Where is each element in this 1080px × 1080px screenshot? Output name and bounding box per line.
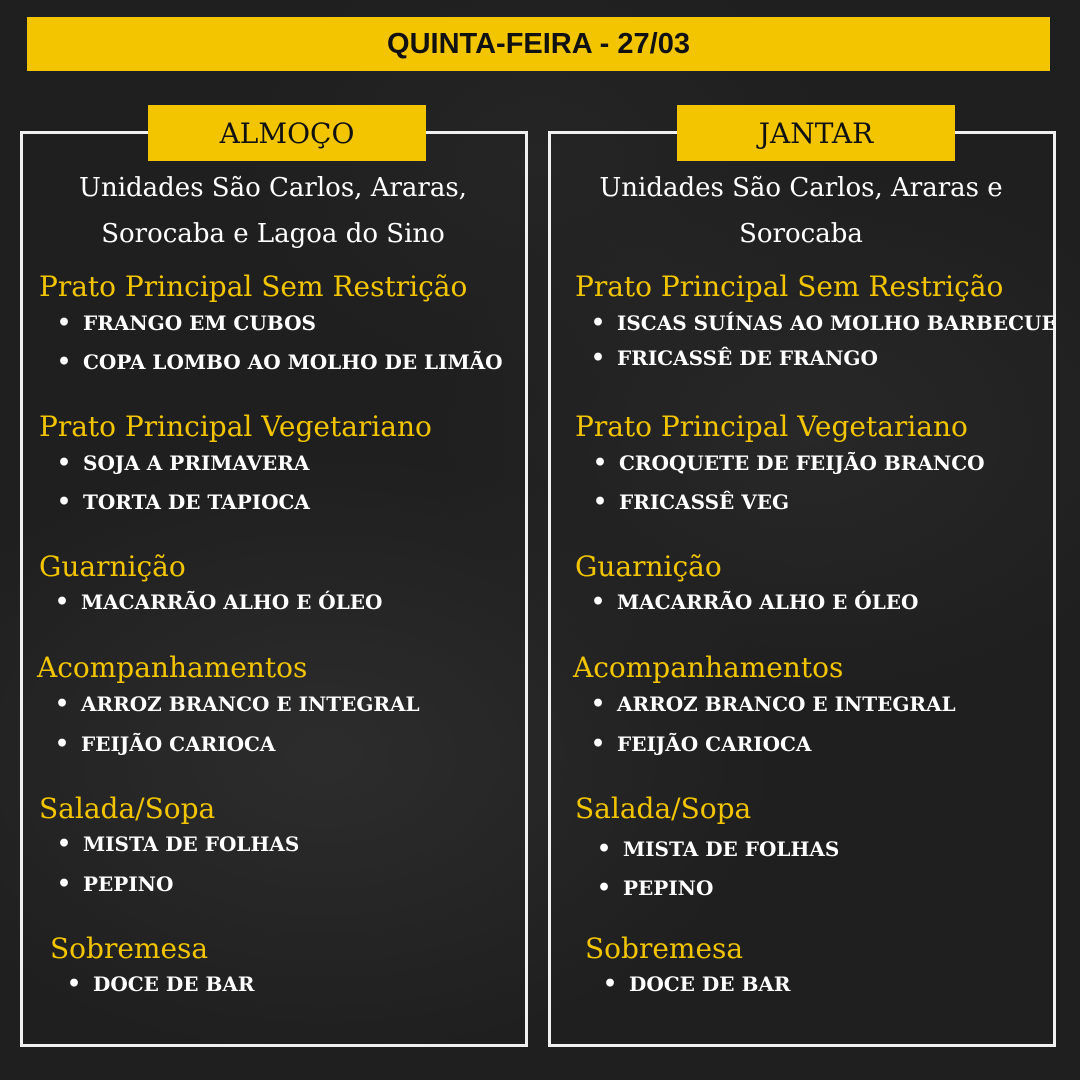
dinner-units-line1: Unidades São Carlos, Araras e bbox=[599, 173, 1003, 203]
lunch-units-line1: Unidades São Carlos, Araras, bbox=[79, 173, 467, 203]
lunch-menu-item: • TORTA DE TAPIOCA bbox=[57, 489, 310, 515]
lunch-menu-item: • SOJA A PRIMAVERA bbox=[57, 450, 309, 476]
lunch-section-title: Salada/Sopa bbox=[39, 792, 216, 825]
dinner-section-title: Sobremesa bbox=[585, 932, 744, 965]
date-title: QUINTA-FEIRA - 27/03 bbox=[387, 27, 690, 60]
dinner-label: JANTAR bbox=[758, 116, 874, 150]
lunch-units-line2: Sorocaba e Lagoa do Sino bbox=[101, 219, 445, 249]
dinner-section-title: Salada/Sopa bbox=[575, 792, 752, 825]
dinner-menu-item: • ISCAS SUÍNAS AO MOLHO BARBECUE bbox=[591, 310, 1057, 336]
lunch-menu-item: • MISTA DE FOLHAS bbox=[57, 831, 299, 857]
dinner-menu-item: • ARROZ BRANCO E INTEGRAL bbox=[591, 691, 956, 717]
dinner-units-line2: Sorocaba bbox=[739, 219, 863, 249]
lunch-section-title: Prato Principal Sem Restrição bbox=[39, 270, 468, 303]
lunch-units bbox=[30, 165, 516, 257]
lunch-section-title: Guarnição bbox=[39, 550, 186, 583]
dinner-units bbox=[558, 165, 1044, 257]
lunch-menu-item: • ARROZ BRANCO E INTEGRAL bbox=[55, 691, 420, 717]
lunch-section-title: Prato Principal Vegetariano bbox=[39, 410, 432, 443]
dinner-menu-item: • PEPINO bbox=[597, 875, 713, 901]
dinner-tab bbox=[677, 105, 955, 161]
dinner-section-title: Prato Principal Sem Restrição bbox=[575, 270, 1004, 303]
lunch-menu-item: • FEIJÃO CARIOCA bbox=[55, 731, 275, 757]
date-banner bbox=[27, 17, 1050, 71]
lunch-menu-item: • MACARRÃO ALHO E ÓLEO bbox=[55, 589, 382, 615]
lunch-tab bbox=[148, 105, 426, 161]
dinner-menu-item: • MACARRÃO ALHO E ÓLEO bbox=[591, 589, 918, 615]
dinner-menu-item: • FEIJÃO CARIOCA bbox=[591, 731, 811, 757]
dinner-menu-item: • FRICASSÊ VEG bbox=[593, 489, 789, 515]
dinner-menu-item: • CROQUETE DE FEIJÃO BRANCO bbox=[593, 450, 985, 476]
lunch-section-title: Acompanhamentos bbox=[37, 651, 308, 684]
lunch-menu-item: • COPA LOMBO AO MOLHO DE LIMÃO bbox=[57, 349, 503, 375]
dinner-section-title: Acompanhamentos bbox=[573, 651, 844, 684]
dinner-section-title: Prato Principal Vegetariano bbox=[575, 410, 968, 443]
lunch-label: ALMOÇO bbox=[219, 116, 355, 150]
dinner-menu-item: • FRICASSÊ DE FRANGO bbox=[591, 345, 878, 371]
lunch-section-title: Sobremesa bbox=[50, 932, 209, 965]
lunch-menu-item: • FRANGO EM CUBOS bbox=[57, 310, 316, 336]
lunch-menu-item: • PEPINO bbox=[57, 871, 173, 897]
dinner-menu-item: • DOCE DE BAR bbox=[603, 971, 790, 997]
lunch-menu-item: • DOCE DE BAR bbox=[67, 971, 254, 997]
dinner-menu-item: • MISTA DE FOLHAS bbox=[597, 836, 839, 862]
dinner-section-title: Guarnição bbox=[575, 550, 722, 583]
